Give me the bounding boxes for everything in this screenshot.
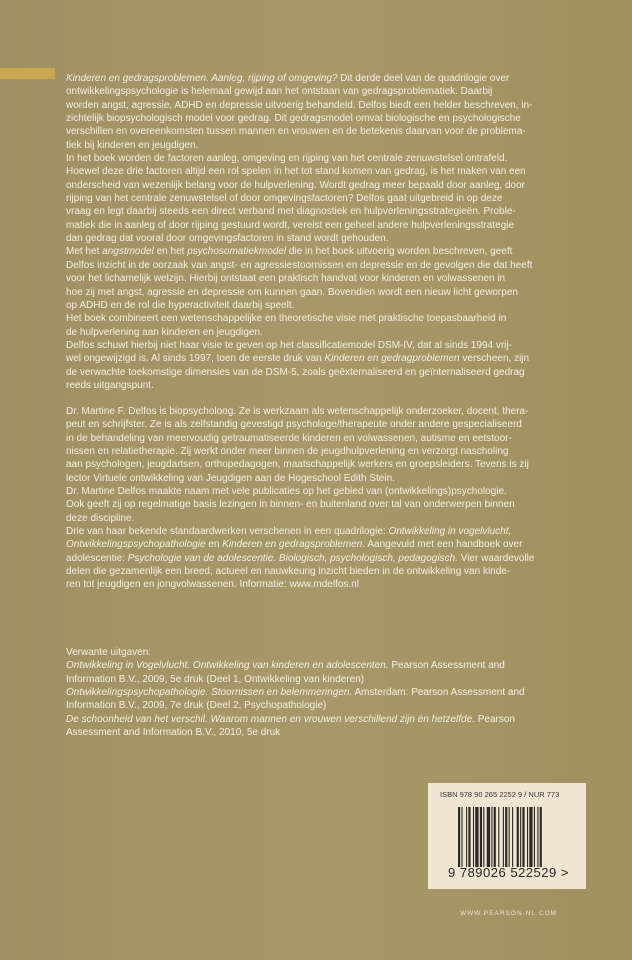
body-text: die in het boek uitvoerig worden beschreven, geeft: [286, 246, 513, 258]
italic-title-text: angstmodel: [102, 246, 154, 258]
barcode-bar: [461, 807, 462, 867]
publisher-website: WWW.PEARSON-NL.COM: [460, 910, 558, 917]
body-text: Ook geeft zij op regelmatige basis lezingen in binnen- en buitenland over tal van onderwerpen binnen: [66, 499, 515, 511]
body-text: en: [205, 539, 223, 551]
body-text: peut en schrijfster. Ze is als zelfstandig gevestigd psychologe/therapeute onder andere gespecialiseerd: [66, 419, 522, 431]
body-text: de hulpverlening aan kinderen en jeugdigen.: [66, 326, 263, 338]
body-text: op ADHD en de rol die hyperactiviteit daarbij speelt.: [66, 299, 295, 311]
text-line: [66, 458, 626, 471]
author-bio-section: [66, 405, 626, 592]
body-text: Information B.V., 2009, 7e druk (Deel 2, Psychopathologie): [66, 700, 327, 712]
italic-title-text: Ontwikkelingspsychopathologie. Stoornissen en belemmeringen.: [66, 687, 353, 699]
isbn-label: ISBN 978 90 265 2252 9 / NUR 773: [440, 790, 560, 799]
text-line: [66, 525, 626, 538]
text-line: [66, 673, 626, 686]
italic-title-text: Kinderen en gedragsproblemen: [222, 539, 363, 551]
barcode-bar: [487, 807, 490, 867]
barcode-bar: [498, 807, 499, 867]
body-text: tiek bij kinderen en jeugdigen.: [66, 139, 199, 151]
body-text: ren tot jeugdigen en jongvolwassenen. Informatie: www.mdelfos.nl: [66, 579, 359, 591]
text-line: [66, 286, 626, 299]
body-text: worden angst, agressie, ADHD en depressie uitvoerig behandeld. Delfos biedt een helder beschreven, in-: [66, 99, 533, 111]
body-text: Hoewel deze drie factoren altijd een rol spelen in het tot stand komen van gedrag, is het maken van een: [66, 166, 526, 178]
italic-title-text: Kinderen en gedragproblemen: [324, 353, 460, 365]
barcode-bar: [458, 807, 460, 867]
italic-title-text: Psychologie van de adolescentie. Biologisch, psychologisch, pedagogisch.: [127, 552, 458, 564]
body-text: deze discipline.: [66, 512, 135, 524]
body-text: adolescentie:: [66, 552, 128, 564]
barcode-bar: [537, 807, 538, 867]
barcode-bar: [505, 807, 507, 867]
text-line: [66, 339, 626, 352]
barcode-digits: 9 789026 522529 >: [448, 865, 569, 880]
barcode-bar: [529, 807, 532, 867]
text-line: [66, 538, 626, 551]
text-line: [66, 299, 626, 312]
text-line: [66, 192, 626, 205]
body-text: nissen en relatietherapie. Zij werkt onder meer binnen de jeugdhulpverlening en verzorgt nascholing: [66, 446, 509, 458]
body-text: Pearson: [474, 713, 515, 725]
text-line: [66, 152, 626, 165]
body-text: Dit derde deel van de quadrilogie over: [337, 73, 510, 84]
body-text: Assessment and Information B.V., 2010, 5e druk: [66, 727, 281, 739]
barcode-bar: [494, 807, 496, 867]
text-line: [66, 405, 626, 418]
barcode-bar: [503, 807, 504, 867]
barcode-bar: [512, 807, 513, 867]
barcode-bar: [480, 807, 482, 867]
description-section: [66, 72, 626, 392]
body-text: reeds uitgangspunt.: [66, 379, 154, 391]
body-text: Vier waardevolle: [457, 552, 535, 564]
text-line: [66, 245, 626, 258]
text-line: [66, 659, 626, 672]
body-text: de verwachte toekomstige dimensies van de DSM-5, zoals geëxternaliseerd en geïnternaliseerd gedrag: [66, 366, 525, 378]
barcode-bar: [522, 807, 524, 867]
text-line: [66, 445, 626, 458]
text-line: [66, 552, 626, 565]
accent-bar: [0, 68, 55, 79]
text-line: [66, 112, 626, 125]
body-text: wel ongewijzigd is. Al sinds 1997, toen de eerste druk van: [66, 353, 325, 365]
text-line: [66, 125, 626, 138]
body-text: en het: [153, 246, 188, 258]
barcode-bar: [517, 807, 519, 867]
text-line: [66, 139, 626, 152]
italic-title-text: De schoonheid van het verschil. Waarom mannen en vrouwen verschillend zijn én hetzelfde.: [66, 713, 475, 725]
text-line: [66, 99, 626, 112]
text-line: [66, 326, 626, 339]
barcode-bar: [475, 807, 478, 867]
body-text: vraag en legt daarbij steeds een direct verband met diagnostiek en hulpverleningsstrategieën. Proble-: [66, 206, 516, 218]
italic-title-text: Ontwikkelingspsychopathologie: [66, 539, 206, 551]
barcode-bar: [520, 807, 521, 867]
body-text: delen die gezamenlijk een breed, actueel en nauwkeurig inzicht bieden in de ontwikkeling van kinde-: [66, 566, 511, 578]
barcode-bar: [540, 807, 542, 867]
body-text: Dr. Martine F. Delfos is biopsycholoog. Ze is werkzaam als wetenschappelijk onderzoeker, docent, thera-: [66, 406, 529, 417]
body-text: Het boek combineert een wetenschappelijke en theoretische visie met praktische toepasbaarheid in: [66, 313, 507, 325]
body-text: verscheen, zijn: [459, 353, 530, 365]
barcode-bar: [473, 807, 474, 867]
body-text: . Aangevuld met een handboek over: [362, 539, 523, 551]
text-line: [66, 646, 626, 659]
body-text: dan gedrag dat vooral door omgevingsfactoren in stand wordt gehouden.: [66, 233, 389, 245]
barcode-box: [428, 783, 586, 889]
body-text: Information B.V., 2009, 5e druk (Deel 1, Ontwikkeling van kinderen): [66, 673, 365, 685]
text-line: [66, 352, 626, 365]
italic-title-text: Kinderen en gedragsproblemen. Aanleg, rijping of omgeving?: [66, 73, 338, 84]
related-publications-section: [66, 646, 626, 739]
body-text: Met het: [66, 246, 103, 258]
text-line: [66, 485, 626, 498]
body-text: Verwante uitgaven:: [66, 647, 152, 658]
italic-title-text: psychosomatiekmodel: [187, 246, 287, 258]
body-text: in de behandeling van meervoudig getraumatiseerde kinderen en volwassenen, autisme en eetstoor-: [66, 432, 512, 444]
barcode-bar: [466, 807, 467, 867]
barcode-bar: [491, 807, 492, 867]
text-line: [66, 312, 626, 325]
text-line: [66, 713, 626, 726]
body-text: rijping van het centrale zenuwstelsel of door omgevingsfactoren? Delfos gaat uitgebreid in op deze: [66, 193, 503, 205]
text-line: [66, 578, 626, 591]
body-text: Amsterdam: Pearson Assessment and: [352, 687, 525, 699]
barcode-icon: [458, 807, 568, 867]
text-line: [66, 179, 626, 192]
text-line: [66, 259, 626, 272]
text-line: [66, 165, 626, 178]
body-text: hoe zij met angst, agressie en depressie om kunnen gaan. Bovendien wordt een nieuw licht geworpen: [66, 286, 518, 298]
barcode-bar: [468, 807, 470, 867]
body-text: onderscheid van wezenlijk belang voor de hulpverlening. Wordt gedrag meer bepaald door aanleg, door: [66, 179, 526, 191]
body-text: Delfos schuwt hierbij niet haar visie te geven op het classificatiemodel DSM-IV, dat al sinds 1994 vrij-: [66, 339, 512, 351]
text-line: [66, 85, 626, 98]
text-line: [66, 498, 626, 511]
text-line: [66, 512, 626, 525]
text-line: [66, 686, 626, 699]
text-line: [66, 565, 626, 578]
barcode-bar: [527, 807, 528, 867]
body-text: verschillen en overeenkomsten tussen mannen en vrouwen en de betekenis daarvan voor de problema-: [66, 126, 526, 138]
body-text: lector Virtuele ontwikkeling van Jeugdigen aan de Hogeschool Edith Stein.: [66, 472, 395, 484]
text-line: [66, 472, 626, 485]
text-line: [66, 418, 626, 431]
text-line: [66, 219, 626, 232]
text-line: [66, 699, 626, 712]
text-line: [66, 72, 626, 85]
body-text: voor het lichamelijk welzijn. Hierbij ontstaat een praktisch handvat voor kinderen en volwassenen in: [66, 273, 506, 285]
body-text: ontwikkelingspsychologie is helemaal gewijd aan het ontstaan van gedragsproblematiek. Daarbij: [66, 86, 493, 98]
barcode-bar: [509, 807, 510, 867]
barcode-bar: [534, 807, 535, 867]
body-text: In het boek worden de factoren aanleg, omgeving en rijping van het centrale zenuwstelsel ontrafeld.: [66, 153, 508, 165]
body-text: zichtelijk biopsychologisch model voor gedrag. Dit gedragsmodel omvat biologische en psychologische: [66, 113, 521, 125]
body-text: Dr. Martine Delfos maakte naam met vele publicaties op het gebied van (ontwikkelings)psychologie.: [66, 486, 507, 498]
barcode-bar: [483, 807, 484, 867]
text-line: [66, 205, 626, 218]
body-text: aan psychologen, jeugdartsen, orthopedagogen, maatschappelijk werkers en groepsleiders. Tevens is zij: [66, 459, 529, 471]
body-text: Delfos inzicht in de oorzaak van angst- en agressiestoornissen en depressie en de gevolgen die dat heeft: [66, 259, 533, 271]
text-line: [66, 366, 626, 379]
text-line: [66, 432, 626, 445]
text-line: [66, 272, 626, 285]
text-line: [66, 379, 626, 392]
text-line: [66, 232, 626, 245]
body-text: Pearson Assessment and: [388, 660, 505, 672]
italic-title-text: Ontwikkeling in vogelvlucht,: [388, 526, 512, 538]
body-text: matiek die in aanleg of door rijping gestuurd wordt, vereist een geheel andere hulpverleningsstrategie: [66, 219, 515, 231]
body-text: Drie van haar bekende standaardwerken verschenen in een quadrilogie:: [66, 526, 389, 538]
text-line: [66, 726, 626, 739]
italic-title-text: Ontwikkeling in Vogelvlucht. Ontwikkeling van kinderen en adolescenten.: [66, 660, 389, 672]
